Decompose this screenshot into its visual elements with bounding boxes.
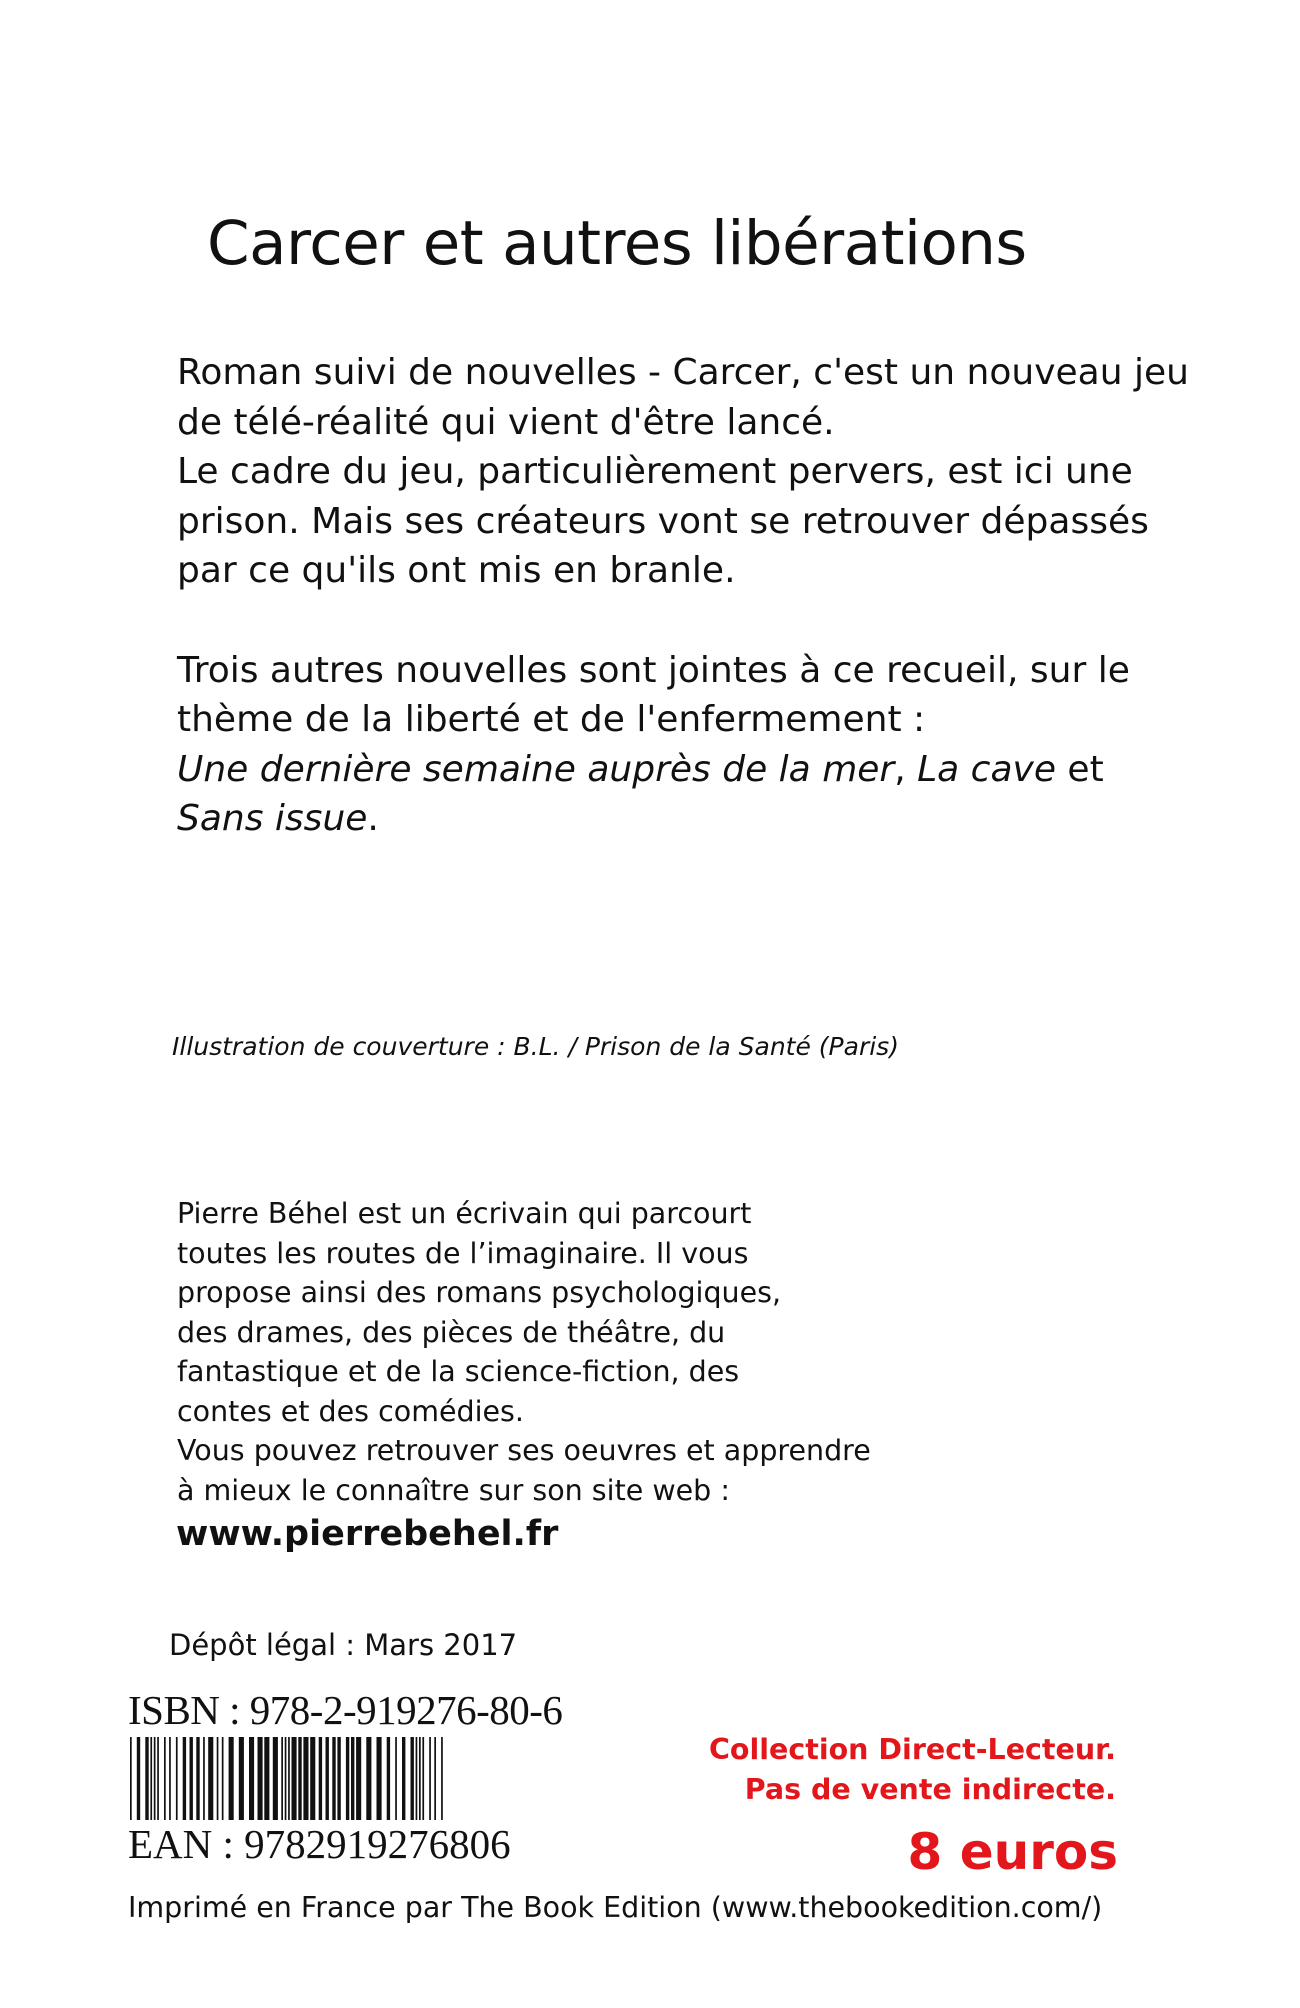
bio-line: propose ainsi des romans psychologiques, xyxy=(177,1276,782,1309)
barcode-bar xyxy=(154,1737,156,1820)
separator: , xyxy=(894,748,918,790)
barcode-bar xyxy=(208,1737,213,1820)
barcode-bar xyxy=(164,1737,166,1820)
author-bio xyxy=(177,1194,871,1510)
barcode-bar xyxy=(157,1737,159,1820)
bio-line: fantastique et de la science-fiction, des xyxy=(177,1355,740,1388)
barcode-bar xyxy=(137,1737,140,1820)
collection-line: Pas de vente indirecte. xyxy=(744,1773,1116,1806)
ean-label: EAN : 9782919276806 xyxy=(128,1821,511,1867)
barcode-bar xyxy=(337,1737,340,1820)
barcode-bar xyxy=(411,1737,414,1820)
desc-line: Le cadre du jeu, particulièrement pervers, est ici une xyxy=(177,451,1133,492)
barcode-bar xyxy=(319,1737,322,1820)
barcode-bar xyxy=(416,1737,418,1820)
barcode-bar xyxy=(285,1737,287,1820)
bio-line: toutes les routes de l’imaginaire. Il vous xyxy=(177,1236,749,1270)
barcode-bar xyxy=(422,1737,424,1820)
barcode-bar xyxy=(217,1737,219,1820)
desc-line: Trois autres nouvelles sont jointes à ce recueil, sur le xyxy=(177,649,1130,691)
barcode-bar xyxy=(264,1737,269,1820)
price: 8 euros xyxy=(907,1823,1118,1881)
barcode xyxy=(130,1737,580,1820)
legal-deposit: Dépôt légal : Mars 2017 xyxy=(169,1628,518,1662)
barcode-bar xyxy=(303,1737,308,1820)
barcode-bar xyxy=(310,1737,315,1820)
barcode-bar xyxy=(130,1737,132,1820)
book-title: Carcer et autres libérations xyxy=(207,208,1027,279)
desc-line: par ce qu'ils ont mis en branle. xyxy=(177,550,736,591)
barcode-bar xyxy=(190,1737,193,1820)
barcode-bar xyxy=(229,1737,234,1820)
barcode-bar xyxy=(441,1737,443,1820)
works-line xyxy=(177,794,1277,844)
works-line xyxy=(177,745,1277,795)
illustration-credit: Illustration de couverture : B.L. / Prison de la Santé (Paris) xyxy=(172,1032,899,1061)
desc-line: Roman suivi de nouvelles - Carcer, c'est un nouveau jeu xyxy=(177,352,1189,393)
barcode-bar xyxy=(222,1737,224,1820)
barcode-bar xyxy=(298,1737,301,1820)
barcode-bar xyxy=(281,1737,283,1820)
barcode-bar xyxy=(203,1737,205,1820)
work-title: Une dernière semaine auprès de la mer xyxy=(177,748,895,790)
bio-line: Pierre Béhel est un écrivain qui parcourt xyxy=(177,1197,752,1230)
barcode-bar xyxy=(239,1737,244,1820)
paragraph-gap xyxy=(177,596,1277,646)
bio-line: à mieux le connaître sur son site web : xyxy=(177,1473,730,1507)
barcode-bar xyxy=(169,1737,171,1820)
bio-line: contes et des comédies. xyxy=(177,1394,524,1428)
book-description xyxy=(177,348,1277,844)
author-website: www.pierrebehel.fr xyxy=(176,1514,559,1554)
barcode-bar xyxy=(183,1737,186,1820)
desc-line: prison. Mais ses créateurs vont se retrouver dépassés xyxy=(177,500,1149,542)
isbn-label: ISBN : 978-2-919276-80-6 xyxy=(128,1687,563,1733)
barcode-bar xyxy=(395,1737,397,1820)
barcode-bar xyxy=(176,1737,178,1820)
barcode-bar xyxy=(273,1737,278,1820)
collection-line: Collection Direct-Lecteur. xyxy=(708,1733,1116,1766)
bio-line: Vous pouvez retrouver ses oeuvres et apprendre xyxy=(177,1434,871,1467)
barcode-bar xyxy=(249,1737,254,1820)
separator: et xyxy=(1055,748,1104,790)
barcode-bar xyxy=(402,1737,405,1820)
barcode-bar xyxy=(434,1737,436,1820)
barcode-bar xyxy=(150,1737,152,1820)
barcode-bar xyxy=(419,1737,421,1820)
barcode-bar xyxy=(292,1737,297,1820)
barcode-bar xyxy=(258,1737,263,1820)
barcode-bar xyxy=(356,1737,361,1820)
bio-line: des drames, des pièces de théâtre, du xyxy=(177,1315,726,1349)
collection-notice xyxy=(709,1730,1116,1810)
printer-notice: Imprimé en France par The Book Edition (www.thebookedition.com/) xyxy=(128,1891,1103,1924)
work-title: La cave xyxy=(917,748,1056,790)
barcode-bar xyxy=(332,1737,335,1820)
barcode-bar xyxy=(288,1737,290,1820)
barcode-bar xyxy=(196,1737,199,1820)
barcode-bar xyxy=(366,1737,371,1820)
barcode-bar xyxy=(387,1737,390,1820)
barcode-bar xyxy=(377,1737,382,1820)
barcode-bar xyxy=(346,1737,349,1820)
sentence-end: . xyxy=(367,798,379,839)
work-title: Sans issue xyxy=(177,798,368,839)
barcode-bar xyxy=(429,1737,431,1820)
desc-line: thème de la liberté et de l'enfermement : xyxy=(177,699,926,740)
desc-line: de télé-réalité qui vient d'être lancé. xyxy=(177,401,835,443)
barcode-bar xyxy=(326,1737,329,1820)
barcode-bar xyxy=(351,1737,354,1820)
barcode-bar xyxy=(145,1737,148,1820)
